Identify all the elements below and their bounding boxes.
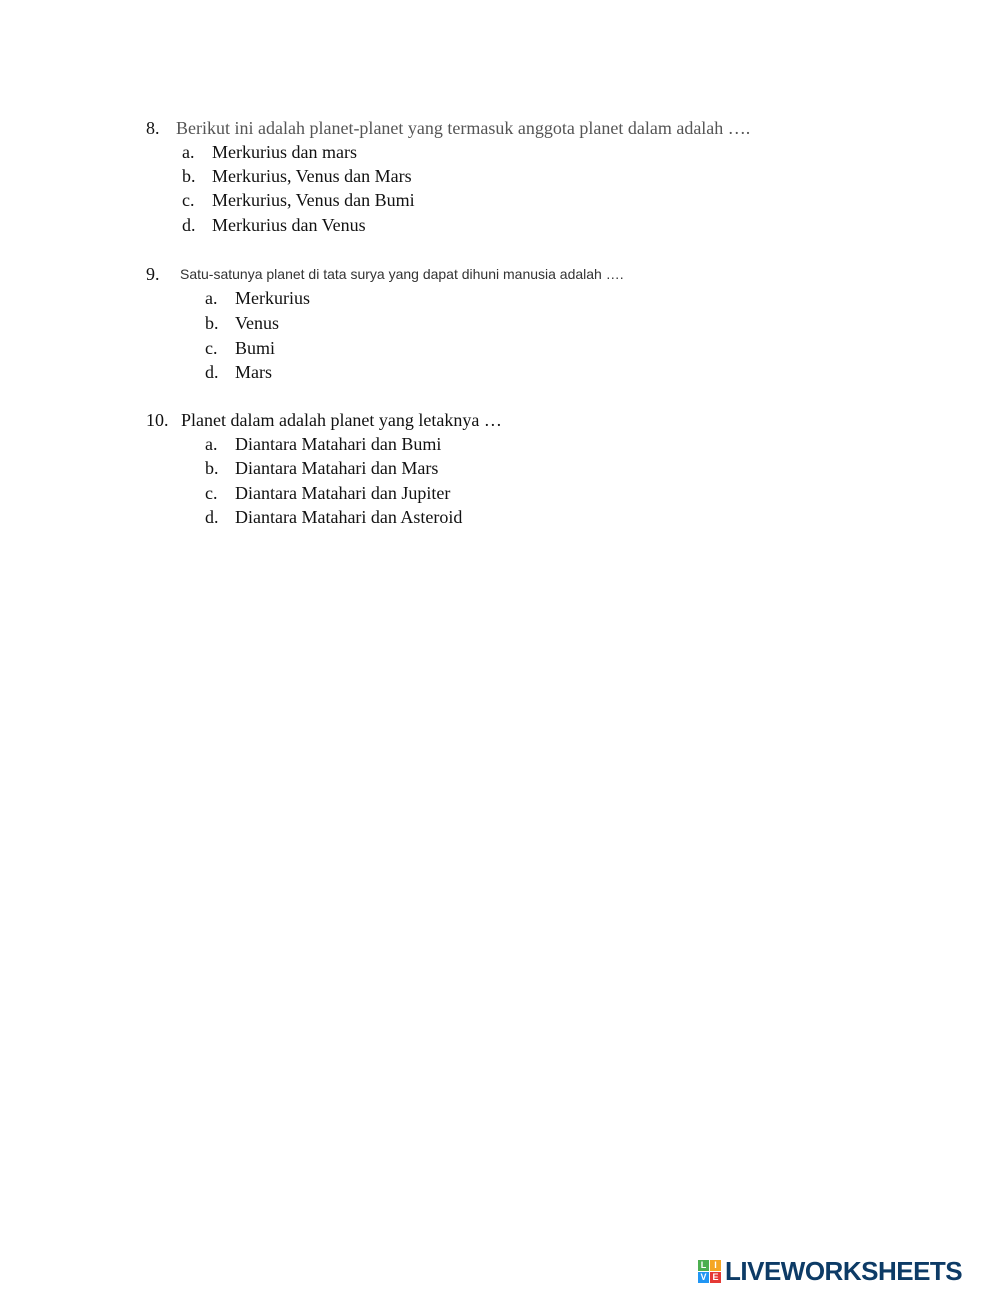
question-number: 8. [146,118,160,138]
option-text: Merkurius [235,288,310,308]
option-letter: b. [182,166,196,186]
option-letter: c. [205,338,218,358]
logo-mark-letter: L [698,1260,709,1271]
option-letter: c. [182,190,195,210]
option-b[interactable] [182,164,412,188]
option-text: Merkurius dan mars [212,142,357,162]
logo-mark-letter: I [710,1260,721,1271]
option-text: Merkurius, Venus dan Bumi [212,190,415,210]
option-a[interactable] [205,286,310,310]
option-a[interactable] [205,432,441,456]
option-letter: a. [205,288,218,308]
liveworksheets-logo [698,1256,962,1286]
option-text: Merkurius dan Venus [212,215,366,235]
option-b[interactable] [205,456,438,480]
option-letter: b. [205,313,219,333]
logo-text: LIVEWORKSHEETS [725,1255,963,1286]
question-text: Satu-satunya planet di tata surya yang dapat dihuni manusia adalah …. [180,266,624,282]
option-letter: c. [205,483,218,503]
option-d[interactable] [205,360,272,384]
option-d[interactable] [205,505,462,529]
option-text: Diantara Matahari dan Bumi [235,434,442,454]
option-text: Venus [235,313,279,333]
option-text: Bumi [235,338,276,358]
option-c[interactable] [182,188,415,212]
option-b[interactable] [205,311,279,335]
option-c[interactable] [205,481,450,505]
option-a[interactable] [182,140,357,164]
option-letter: d. [205,507,219,527]
option-text: Merkurius, Venus dan Mars [212,166,412,186]
option-text: Diantara Matahari dan Jupiter [235,483,451,503]
question-text: Planet dalam adalah planet yang letaknya … [181,410,502,430]
option-text: Diantara Matahari dan Asteroid [235,507,463,527]
question-number: 9. [146,264,160,284]
logo-mark-letter: V [698,1272,709,1283]
option-letter: a. [182,142,195,162]
option-text: Diantara Matahari dan Mars [235,458,439,478]
option-text: Mars [235,362,272,382]
option-letter: b. [205,458,219,478]
option-letter: d. [205,362,219,382]
option-d[interactable] [182,213,366,237]
logo-mark-letter: E [710,1272,721,1283]
question-text: Berikut ini adalah planet-planet yang termasuk anggota planet dalam adalah …. [176,118,751,138]
option-c[interactable] [205,336,275,360]
logo-mark-icon [698,1260,721,1283]
option-letter: a. [205,434,218,454]
question-number: 10. [146,410,169,430]
option-letter: d. [182,215,196,235]
